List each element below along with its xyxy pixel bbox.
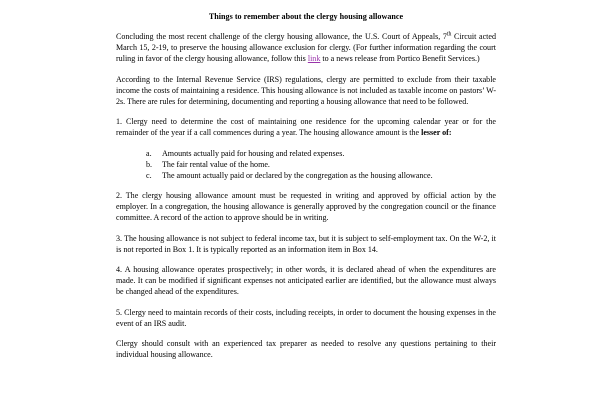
news-release-link[interactable]: link [307, 54, 321, 64]
numbered-item-3 [116, 233, 496, 255]
numbered-item-5 [116, 307, 496, 329]
list-item [146, 170, 496, 181]
sublist-marker-a: a. [146, 148, 152, 158]
appeals-text-before-superscript: Concluding the most recent challenge of the clergy housing allowance, the U.S. Court of Appeals, 7 [116, 32, 447, 42]
appeals-text-after-superscript: Circuit acted March 15, 2-19, to preserve the housing allowance exclusion for clergy. (For further information regarding the court ruling in favor of the clergy housing allowance, follow this [116, 32, 496, 64]
item-5-text: Clergy need to maintain records of their costs, including receipts, in order to document the housing expenses in the event of an IRS audit. [116, 307, 496, 328]
paragraph-closing: Clergy should consult with an experienced tax preparer as needed to resolve any questions pertaining to their individual housing allowance. [116, 339, 496, 360]
sublist-text-b: The fair rental value of the home. [162, 159, 270, 169]
item-4-text: A housing allowance operates prospectively; in other words, it is declared ahead of when the expenditures are made. It can be modified if significant expenses not anticipated earlier are identified, but the allowance must always be changed ahead of the expenditures. [116, 265, 496, 297]
numbered-item-1 [116, 116, 496, 138]
item-1-bold-phrase: lesser of: [421, 128, 452, 138]
appeals-text-after-link: to a news release from Portico Benefit Services.) [320, 54, 480, 64]
page-title: Things to remember about the clergy housing allowance [208, 12, 404, 21]
sublist-text-a: Amounts actually paid for housing and related expenses. [162, 148, 345, 158]
lesser-of-sublist [116, 148, 496, 181]
item-2-text: The clergy housing allowance amount must be requested in writing and approved by official action by the employer. In a congregation, the housing allowance is generally approved by the congregation council or the finance committee. A record of the action to approve should be in writing. [116, 191, 496, 223]
sublist-marker-c: c. [146, 170, 152, 180]
item-2-number: 2. [116, 191, 123, 201]
list-item [146, 148, 496, 159]
item-3-text: The housing allowance is not subject to federal income tax, but it is subject to self-employment tax. On the W-2, it is not reported in Box 1. It is typically reported as an information item in Box 14. [116, 233, 496, 254]
paragraph-irs-regulations: According to the Internal Revenue Service (IRS) regulations, clergy are permitted to exclude from their taxable income the costs of maintaining a residence. This housing allowance is not included as taxable income on pastors’ W-2s. There are rules for determining, documenting and reporting a housing allowance that need to be followed. [116, 74, 496, 106]
numbered-item-2 [116, 190, 496, 223]
sublist-text-c: The amount actually paid or declared by the congregation as the housing allowance. [162, 170, 433, 180]
item-3-number: 3. [116, 233, 123, 243]
item-1-number: 1. [116, 117, 123, 127]
paragraph-appeals-ruling [116, 31, 496, 64]
item-4-number: 4. [116, 265, 123, 275]
sublist-marker-b: b. [146, 159, 153, 169]
item-5-number: 5. [116, 307, 123, 317]
ordinal-superscript: th [446, 31, 452, 38]
item-1-text-before-bold: Clergy need to determine the cost of maintaining one residence for the upcoming calendar year or for the remainder of the year if a call commences during a year. The housing allowance amount is the [116, 117, 496, 138]
list-item [146, 159, 496, 170]
numbered-item-4 [116, 264, 496, 297]
